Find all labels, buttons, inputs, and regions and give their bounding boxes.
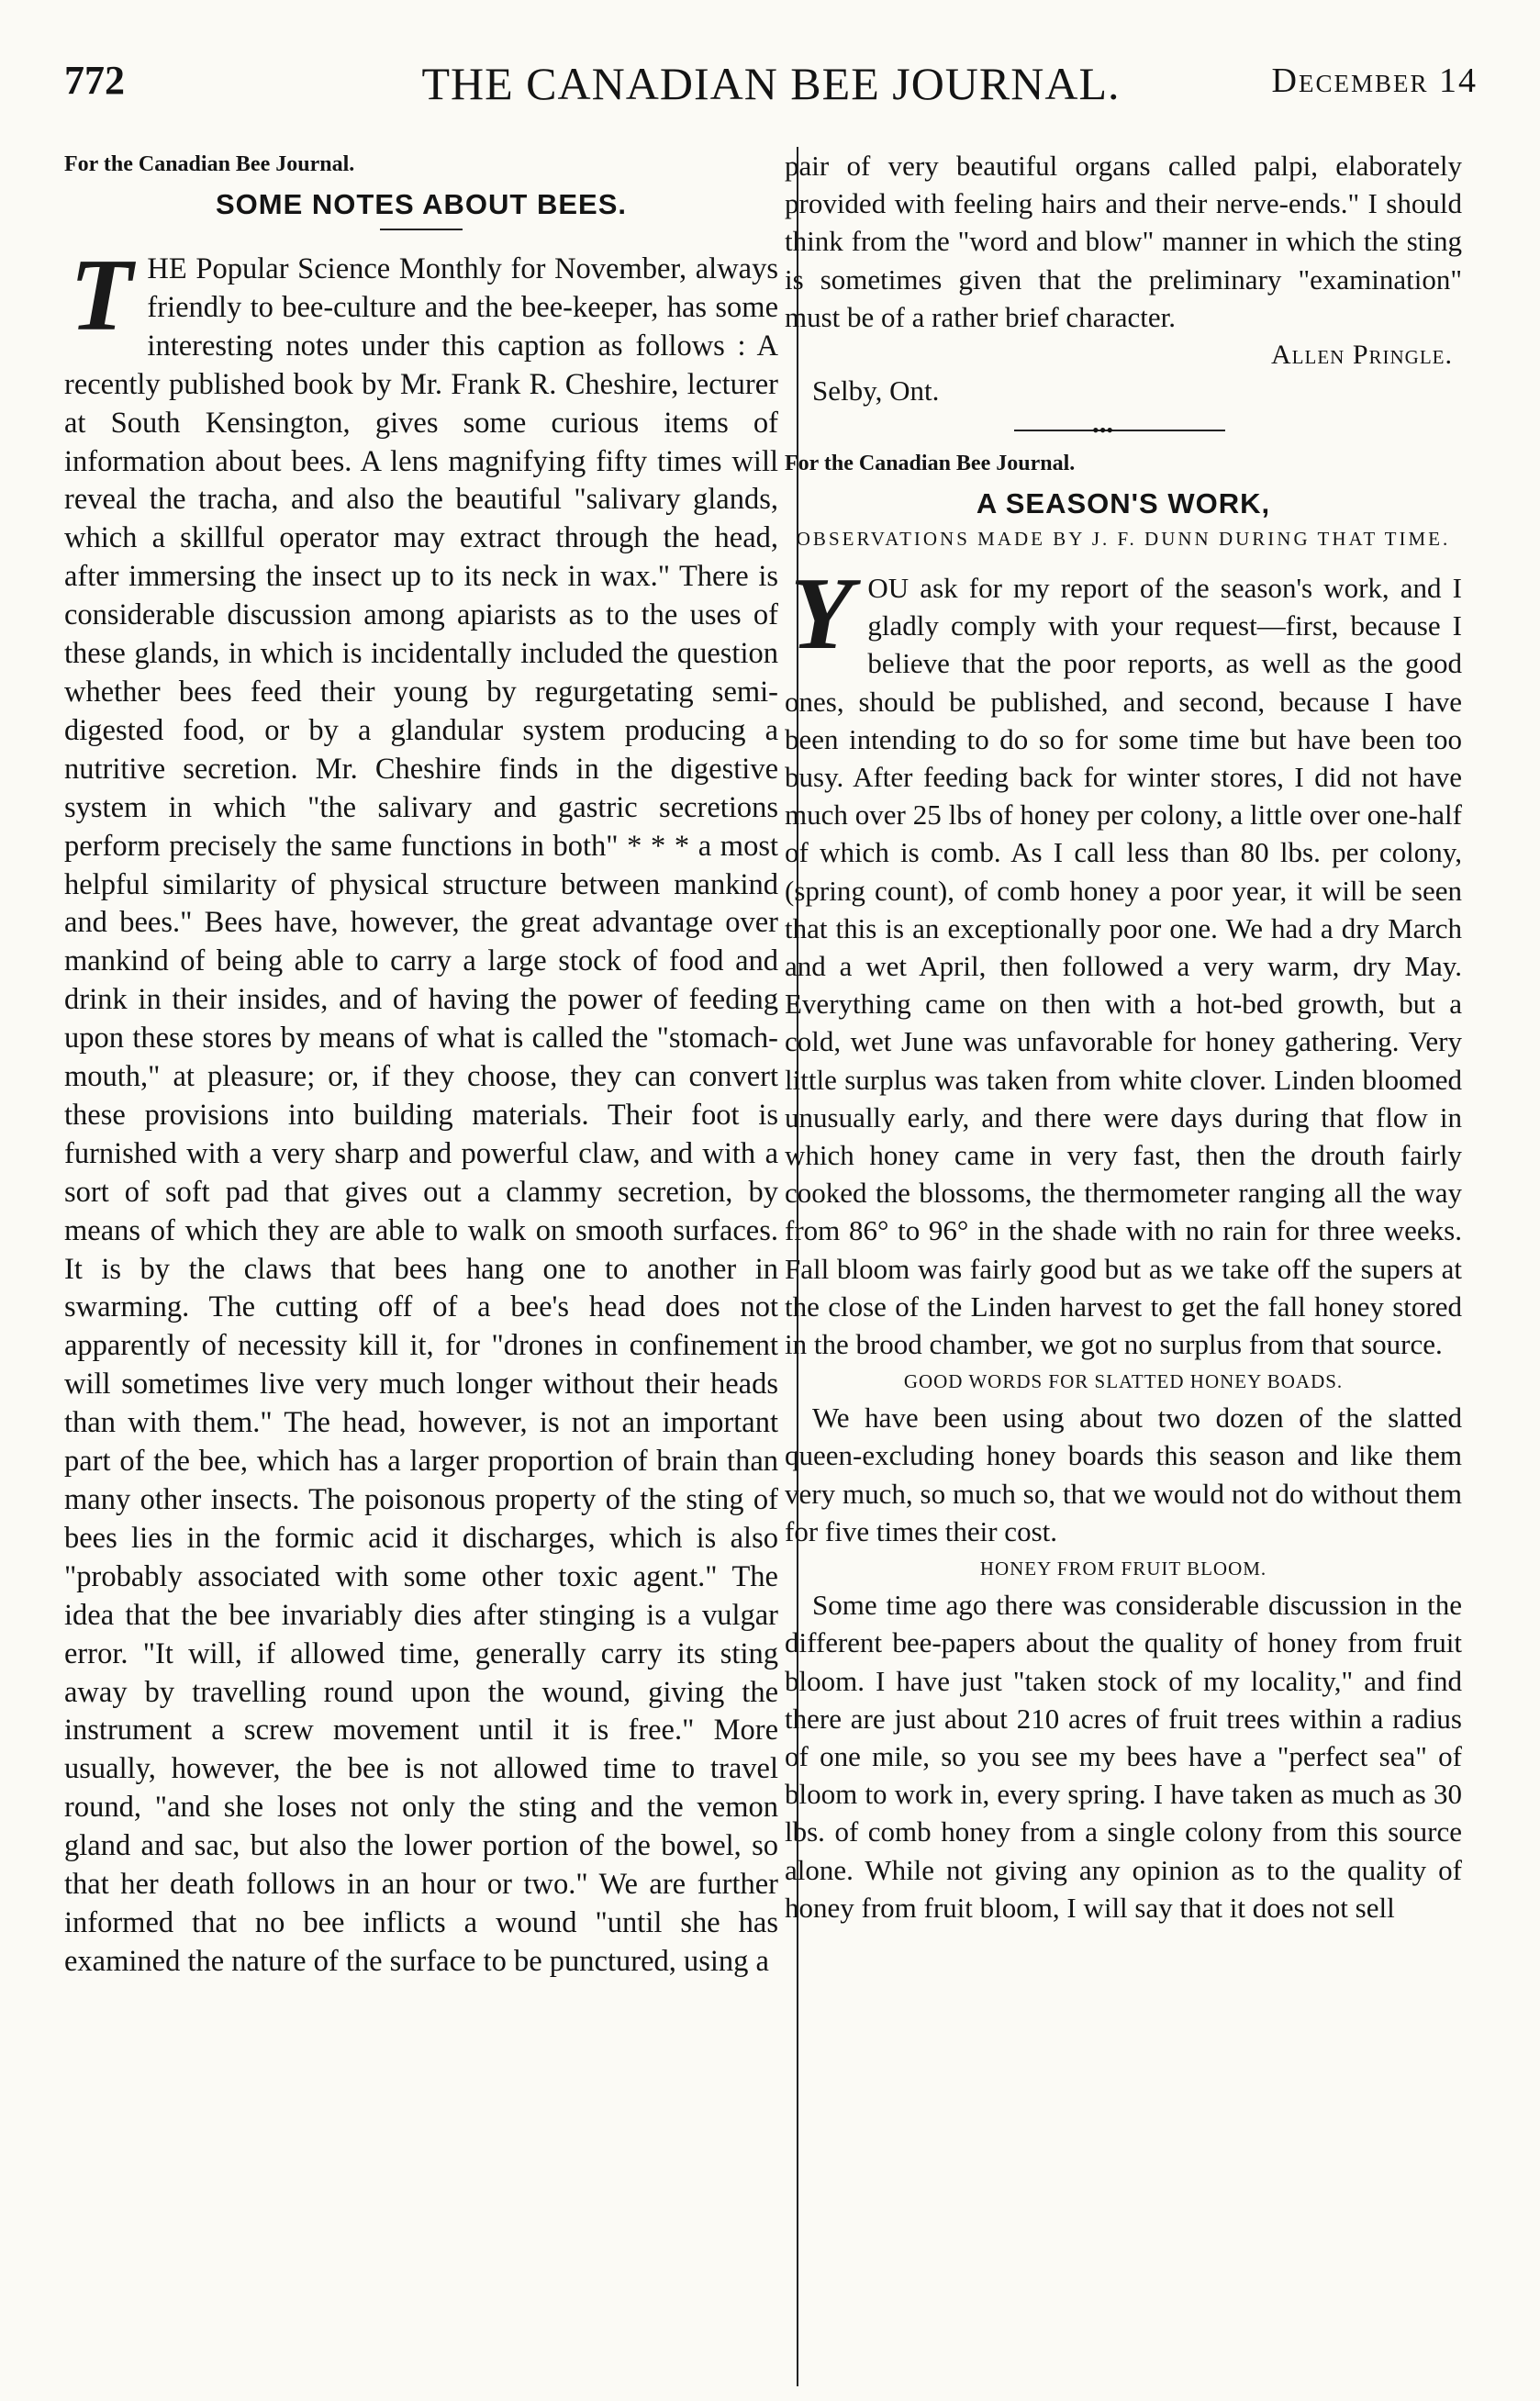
article-source: For the Canadian Bee Journal.: [64, 152, 355, 176]
article-body: [64, 239, 778, 1982]
section-body-fruit: Some time ago there was considerable discussion in the different bee-papers about the quality of honey from fruit bloom. I have just "taken stock of my locality," and find there are just about 210 acres of fruit trees within a radius of one mile, so you see my bees have a "perfect sea" of bloom to work in, every spring. I have taken as much as 30 lbs. of comb honey from a single colony from this source alone. While not giving any opinion as to the quality of honey from fruit bloom, I will say that it does not sell: [785, 1589, 1462, 1924]
right-column: [785, 147, 1462, 1926]
section-divider: [785, 419, 1462, 442]
article-source-2: For the Canadian Bee Journal.: [785, 452, 1076, 476]
article-heading-2: A SEASON'S WORK,: [976, 487, 1271, 520]
article-heading: SOME NOTES ABOUT BEES.: [215, 188, 627, 220]
article-text-2: OU ask for my report of the season's work, and I gladly comply with your request—first, because I believe that the poor reports, as well as the good ones, should be published, and second, because I have been intending to do so for some time but have been too busy. After feeding back for winter stores, I did not have much over 25 lbs of honey per colony, a little over one-half of which is comb. As I call less than 80 lbs. per colony, (spring count), of comb honey a poor year, it will be seen that this is an exceptionally poor one. We had a dry March and a wet April, then followed a very warm, dry May. Everything came on then with a hot-bed growth, but a cold, wet June was unfavorable for honey gathering. Very little surplus was taken from white clover. Linden bloomed unusually early, and there were days during that flow in which honey came in very fast, then the drouth fairly cooked the blossoms, the thermometer ranging all the way from 86° to 96° in the shade with no rain for three weeks. Fall bloom was fairly good but as we take off the supers at the close of the Linden harvest to get the fall honey stored in the brood chamber, we got no surplus from that source.: [785, 572, 1462, 1361]
journal-title: THE CANADIAN BEE JOURNAL.: [421, 58, 1121, 109]
article-body-2: [785, 557, 1462, 1363]
article-subhead: OBSERVATIONS MADE BY J. F. DUNN DURING THAT TIME.: [796, 528, 1451, 551]
drop-cap: T: [70, 239, 133, 352]
drop-cap-2: Y: [790, 557, 854, 672]
issue-date: December 14: [1271, 61, 1478, 100]
page-header: [64, 57, 1478, 121]
divider-line: [1014, 430, 1225, 431]
heading-rule: [380, 229, 463, 230]
section-title-slatted: GOOD WORDS FOR SLATTED HONEY BOADS.: [903, 1370, 1344, 1393]
left-column: [64, 147, 778, 1982]
article-text: HE Popular Science Monthly for November, always friendly to bee-culture and the bee-keeper, has some interesting notes under this caption as follows : A recently published book by Mr. Frank R. Cheshire, lecturer at South Kensington, gives some curious items of information about bees. A lens magnifying fifty times will reveal the tracha, and also the beautiful "salivary glands, which a skillful operator may extract through the head, after immersing the insect up to its neck in wax." There is considerable discussion among apiarists as to the uses of these glands, in which is incidentally included the question whether bees feed their young by regurgetating semi-digested food, or by a glandular system producing a nutritive secretion. Mr. Cheshire finds in the digestive system in which "the salivary and gastric secretions perform precisely the same functions in both" * * * a most helpful similarity of physical structure between mankind and bees." Bees have, however, the great advantage over mankind of being able to carry a large stock of food and drink in their insides, and of having the power of feeding upon these stores by means of what is called the "stomach-mouth," at pleasure; or, if they choose, they can convert these provisions into building materials. Their foot is furnished with a very sharp and powerful claw, and with a sort of soft pad that gives out a clammy secretion, by means of which they are able to walk on smooth surfaces. It is by the claws that bees hang one to another in swarming. The cutting off of a bee's head does not apparently of necessity kill it, for "drones in confinement will sometimes live very much longer without their heads than with them." The head, however, is not an important part of the bee, which has a larger proportion of brain than many other insects. The poisonous property of the sting of bees lies in the formic acid it discharges, which is also "probably associated with some other toxic agent." The idea that the bee invariably dies after stinging is a vulgar error. "It will, if allowed time, generally carry its sting away by travelling round upon the wound, giving the instrument a screw movement until it is free." More usually, however, the bee is not allowed time to travel round, "and she loses not only the sting and the vemon gland and sac, but also the lower portion of the bowel, so that her death follows in an hour or two." We are further informed that no bee inflicts a wound "until she has examined the nature of the surface to be punctured, using a: [64, 252, 778, 1978]
author-place: Selby, Ont.: [812, 374, 940, 408]
divider-ornament: •••: [1092, 419, 1114, 442]
section-body-slatted: We have been using about two dozen of the slatted queen-excluding honey boards this season and like them very much, so much so, that we would not do without them for five times their cost.: [785, 1402, 1462, 1547]
article-continuation: pair of very beautiful organs called palpi, elaborately provided with feeling hairs and their nerve-ends." I should think from the "word and blow" manner in which the sting is sometimes given that the preliminary "examination" must be of a rather brief character.: [785, 150, 1462, 333]
section-title-fruit: HONEY FROM FRUIT BLOOM.: [979, 1558, 1267, 1580]
author-signature: Allen Pringle.: [1271, 340, 1453, 371]
page-number: 772: [64, 58, 125, 103]
